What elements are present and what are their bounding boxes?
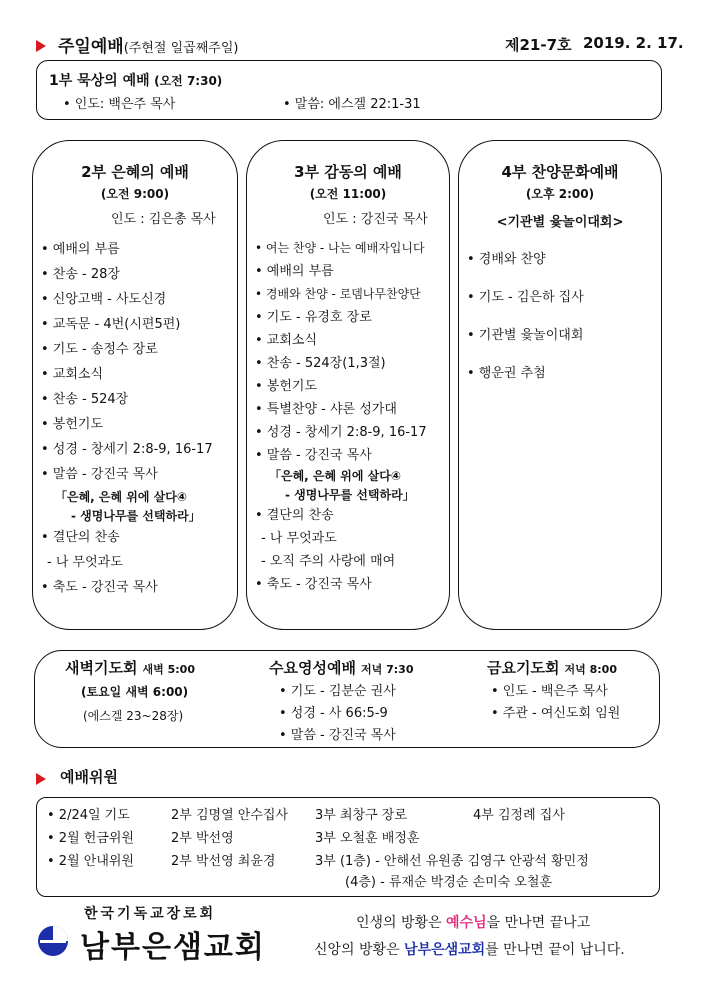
wed-list <box>279 681 396 747</box>
service4-order <box>467 241 584 393</box>
dawn-title: 새벽기도회 <box>65 659 138 677</box>
fri-title: 금요기도회 <box>487 659 560 677</box>
order-item: • 교회소식 <box>255 333 318 348</box>
sermon-subtitle: - 생명나무를 선택하라」 <box>71 509 201 523</box>
order-item: • 찬송 - 524장(1,3절) <box>255 356 386 371</box>
service2-order <box>41 237 213 600</box>
service2-box <box>32 140 238 630</box>
committee-cell: 2부 김명열 안수집사 <box>171 808 288 823</box>
section-marker-icon <box>36 773 46 785</box>
service1-box <box>36 60 662 120</box>
order-item: • 기관별 윷놀이대회 <box>467 328 584 343</box>
committee-row-label: • 2월 헌금위원 <box>47 831 134 846</box>
fri-heading <box>487 657 617 678</box>
order-item: • 말씀 - 강진국 목사 <box>255 448 372 463</box>
sermon-title: 「은혜, 은혜 위에 살다④ <box>55 490 187 504</box>
service1-sermon: • 말씀: 에스겔 22:1-31 <box>283 97 421 112</box>
service2-time: (오전 9:00) <box>100 187 170 201</box>
list-item: • 인도 - 백은주 목사 <box>491 684 608 699</box>
committee-row-label: • 2월 안내위원 <box>47 854 134 869</box>
service2-title: 2부 은혜의 예배 <box>81 163 189 181</box>
order-item: • 결단의 찬송 <box>255 508 334 523</box>
order-item: • 경배와 찬양 <box>467 252 546 267</box>
order-item: • 기도 - 송정수 장로 <box>41 342 158 357</box>
motto-highlight: 예수님 <box>446 915 487 931</box>
service3-leader: 인도 : 강진국 목사 <box>323 212 428 227</box>
order-item: • 결단의 찬송 <box>41 530 120 545</box>
list-item: • 말씀 - 강진국 목사 <box>279 728 396 743</box>
issue-number: 제21-7호 <box>505 36 572 54</box>
fri-time: 저녁 8:00 <box>564 663 617 676</box>
dawn-saturday: (토요일 새벽 6:00) <box>81 685 189 699</box>
service4-title: 4부 찬양문화예배 <box>501 163 619 181</box>
order-item: • 경배와 찬양 - 로뎀나무찬양단 <box>255 287 421 301</box>
committee-cell: (4층) - 류재순 박경순 손미숙 오철훈 <box>345 875 553 890</box>
order-item: • 기도 - 김은하 집사 <box>467 290 584 305</box>
order-item: • 봉헌기도 <box>41 417 104 432</box>
committee-heading: 예배위원 <box>60 768 118 786</box>
page-subtitle: (주현절 일곱째주일) <box>123 41 239 56</box>
page-title: 주일예배 <box>58 37 124 57</box>
list-item: • 성경 - 사 66:5-9 <box>279 706 388 721</box>
committee-box <box>36 797 660 897</box>
order-item: • 말씀 - 강진국 목사 <box>41 467 158 482</box>
dawn-heading <box>65 657 195 678</box>
motto-line-2 <box>314 939 625 959</box>
order-item: • 성경 - 창세기 2:8-9, 16-17 <box>41 442 213 457</box>
order-item: • 신앙고백 - 사도신경 <box>41 292 167 307</box>
service1-title: 1부 묵상의 예배 <box>49 73 150 89</box>
weekday-box <box>34 650 660 748</box>
order-item: • 찬송 - 28장 <box>41 267 120 282</box>
logo-quarter <box>53 926 68 941</box>
service4-box <box>458 140 662 630</box>
wed-title: 수요영성예배 <box>269 659 356 677</box>
service3-title: 3부 감동의 예배 <box>294 163 402 181</box>
order-item: - 나 무엇과도 <box>261 531 337 546</box>
order-item: • 행운권 추첨 <box>467 366 546 381</box>
sermon-subtitle: - 생명나무를 선택하라」 <box>285 488 415 502</box>
order-item: • 봉헌기도 <box>255 379 318 394</box>
committee-row-label: • 2/24일 기도 <box>47 808 130 823</box>
motto-line-1 <box>356 912 590 932</box>
service3-time: (오전 11:00) <box>309 187 387 201</box>
order-item: • 예배의 부름 <box>255 264 334 279</box>
service1-leader: • 인도: 백은주 목사 <box>63 97 176 112</box>
church-logo-icon <box>36 924 70 958</box>
motto-text: 인생의 방황은 <box>356 915 447 931</box>
order-item: • 기도 - 유경호 장로 <box>255 310 372 325</box>
motto-text: 을 만나면 끝나고 <box>486 915 591 931</box>
order-item: • 교독문 - 4번(시편5편) <box>41 317 181 332</box>
order-item: • 축도 - 강진국 목사 <box>255 577 372 592</box>
order-item: • 특별찬양 - 샤론 성가대 <box>255 402 397 417</box>
issue-date: 2019. 2. 17. <box>583 34 684 52</box>
order-item: • 찬송 - 524장 <box>41 392 129 407</box>
dawn-text: (에스겔 23~28장) <box>83 709 184 723</box>
order-item: - 오직 주의 사랑에 매여 <box>261 554 396 569</box>
committee-cell: 3부 최창구 장로 <box>315 808 407 823</box>
motto-text: 신앙의 방황은 <box>314 942 405 958</box>
committee-cell: 4부 김정례 집사 <box>473 808 565 823</box>
denomination-name: 한국기독교장로회 <box>84 906 217 922</box>
sermon-title: 「은혜, 은혜 위에 살다④ <box>269 469 401 483</box>
service1-time: (오전 7:30) <box>154 74 223 88</box>
list-item: • 주관 - 여신도회 임원 <box>491 706 621 721</box>
list-item: • 기도 - 김분순 권사 <box>279 684 396 699</box>
service3-order <box>255 237 427 596</box>
service2-leader: 인도 : 김은총 목사 <box>111 212 216 227</box>
wed-heading <box>269 657 414 678</box>
order-item: • 여는 찬양 - 나는 예배자입니다 <box>255 241 425 255</box>
committee-cell: 2부 박선영 <box>171 831 234 846</box>
logo-bar <box>40 940 66 943</box>
committee-cell: 3부 오철훈 배정훈 <box>315 831 420 846</box>
committee-cell: 2부 박선영 최윤경 <box>171 854 276 869</box>
service4-subtitle: <기관별 윷놀이대회> <box>496 215 624 230</box>
service3-box <box>246 140 450 630</box>
motto-text: 를 만나면 끝이 납니다. <box>485 942 625 958</box>
order-item: • 예배의 부름 <box>41 242 120 257</box>
service4-time: (오후 2:00) <box>525 187 595 201</box>
order-item: - 나 무엇과도 <box>47 555 123 570</box>
dawn-time: 새벽 5:00 <box>142 663 195 676</box>
fri-list <box>491 681 620 725</box>
section-marker-icon <box>36 40 46 52</box>
service1-heading <box>49 70 222 90</box>
church-name: 남부은샘교회 <box>80 930 266 965</box>
page-header <box>58 32 238 57</box>
order-item: • 성경 - 창세기 2:8-9, 16-17 <box>255 425 427 440</box>
committee-cell: 3부 (1층) - 안해선 유원종 김영구 안광석 황민정 <box>315 854 589 869</box>
order-item: • 축도 - 강진국 목사 <box>41 580 158 595</box>
order-item: • 교회소식 <box>41 367 104 382</box>
motto-highlight: 남부은샘교회 <box>404 942 486 958</box>
wed-time: 저녁 7:30 <box>361 663 414 676</box>
